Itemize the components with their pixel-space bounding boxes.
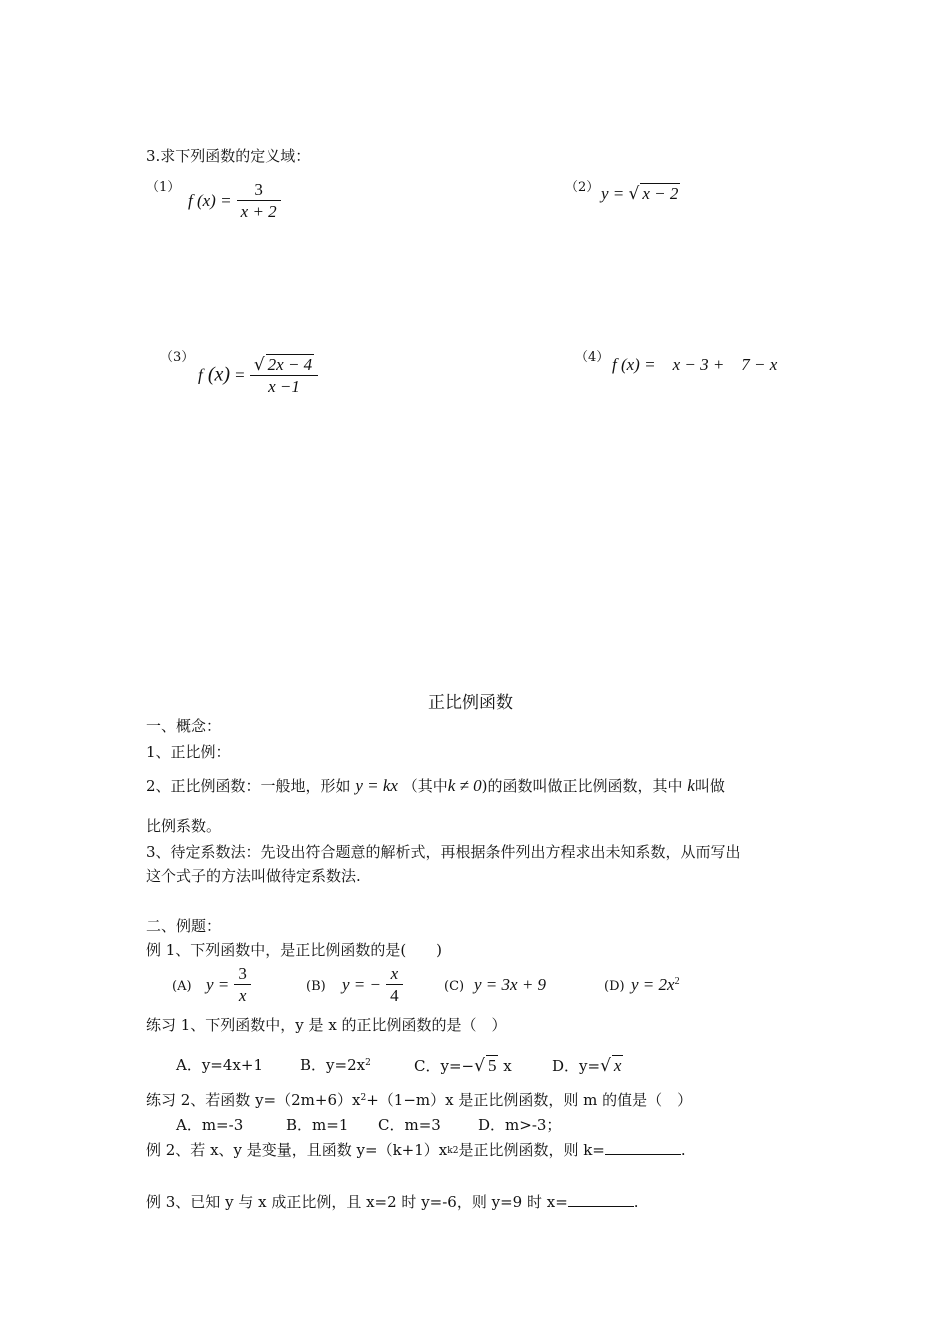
item3-radicand: 2x − 4 bbox=[267, 355, 313, 374]
item4-label: （4） bbox=[575, 350, 610, 365]
ex1-option-d-label: (D) bbox=[604, 979, 625, 994]
ex2-question bbox=[146, 1140, 686, 1163]
item3-x: (x) bbox=[207, 363, 231, 386]
practice1-option-b bbox=[300, 1055, 371, 1078]
concept-item2-text-a: 2、正比例函数：一般地，形如 bbox=[146, 777, 351, 795]
concept-item2 bbox=[146, 776, 725, 796]
practice2-q-a: 练习 2、若函数 y=（2m+6）x bbox=[146, 1091, 361, 1109]
ex2-answer-blank[interactable] bbox=[605, 1154, 681, 1155]
item1-denominator: x + 2 bbox=[240, 202, 277, 221]
ex1-a-num: 3 bbox=[234, 964, 251, 985]
section3-heading: 3.求下列函数的定义域： bbox=[146, 147, 311, 165]
practice2-option-c: C．m=3 bbox=[378, 1116, 441, 1134]
item3-eq: = bbox=[235, 365, 245, 385]
practice1-c-radicand: 5 bbox=[487, 1056, 497, 1075]
examples-heading: 二、例题： bbox=[146, 917, 222, 935]
ex3-q-a: 例 3、已知 y 与 x 成正比例，且 x=2 时 y=-6，则 y=9 时 x= bbox=[146, 1193, 568, 1211]
ex1-option-a bbox=[206, 964, 251, 1007]
ex3-question bbox=[146, 1192, 639, 1212]
concept-item3-line1: 3、待定系数法：先设出符合题意的解析式，再根据条件列出方程求出未知系数，从而写出 bbox=[146, 843, 741, 861]
concept-item2-formula: y = kx bbox=[355, 776, 398, 795]
practice2-option-d: D．m>-3； bbox=[478, 1116, 562, 1134]
item4-formula: f (x) = x − 3 + 7 − x bbox=[612, 355, 778, 374]
item2-formula bbox=[601, 183, 680, 204]
concept-item2-text-c: ) bbox=[481, 777, 488, 795]
practice1-option-a: A．y=4x+1 bbox=[176, 1056, 263, 1074]
item3-label: （3） bbox=[160, 350, 195, 365]
practice1-option-c bbox=[414, 1055, 512, 1076]
item2-label: （2） bbox=[565, 180, 600, 195]
concept-item2-condition: k ≠ 0 bbox=[447, 776, 482, 795]
ex3-answer-blank[interactable] bbox=[568, 1206, 634, 1207]
ex1-question: 例 1、下列函数中，是正比例函数的是( ) bbox=[146, 941, 443, 959]
item1-lhs: f (x) = bbox=[188, 191, 232, 210]
ex3-q-end: . bbox=[633, 1193, 639, 1211]
item2-lhs: y = bbox=[601, 184, 625, 203]
sqrt-icon: √ bbox=[474, 1056, 485, 1076]
ex2-q-end: . bbox=[680, 1141, 686, 1159]
practice2-option-b: B．m=1 bbox=[286, 1116, 349, 1134]
ex1-a-lhs: y = bbox=[206, 975, 230, 994]
item3-denominator: x −1 bbox=[268, 377, 300, 396]
practice1-d-pre: D．y= bbox=[552, 1057, 601, 1075]
concept-item2-text-e: 叫做 bbox=[694, 777, 725, 795]
practice1-question: 练习 1、下列函数中，y 是 x 的正比例函数的是（ ） bbox=[146, 1016, 507, 1034]
concept-item2-line2: 比例系数。 bbox=[146, 817, 222, 835]
section-title: 正比例函数 bbox=[428, 693, 513, 713]
item1-formula bbox=[188, 180, 281, 223]
ex1-option-b bbox=[342, 964, 403, 1007]
item3-f: f bbox=[198, 365, 203, 385]
ex1-option-d bbox=[631, 975, 680, 995]
item1-label: （1） bbox=[146, 180, 181, 195]
ex1-b-lhs: y = − bbox=[342, 975, 381, 994]
ex1-option-c: y = 3x + 9 bbox=[474, 975, 547, 994]
ex1-d-sup: 2 bbox=[674, 976, 680, 987]
practice1-c-pre: C．y=− bbox=[414, 1057, 475, 1075]
practice1-d-radicand: x bbox=[613, 1056, 622, 1075]
ex1-option-b-label: (B) bbox=[306, 979, 326, 994]
practice2-option-a: A．m=-3 bbox=[176, 1116, 244, 1134]
concept-item2-text-b: （其中 bbox=[402, 777, 448, 795]
concept-item2-k: k bbox=[687, 776, 695, 795]
ex1-a-den: x bbox=[238, 986, 247, 1005]
practice2-question bbox=[146, 1090, 692, 1113]
practice1-option-d bbox=[552, 1055, 623, 1076]
practice1-b-text: B．y=2x bbox=[300, 1056, 366, 1074]
practice1-c-post: x bbox=[503, 1057, 512, 1075]
practice2-q-sup: 2 bbox=[360, 1093, 367, 1103]
sqrt-icon: √ bbox=[600, 1056, 611, 1076]
item2-radicand: x − 2 bbox=[642, 184, 679, 203]
concept-item1: 1、正比例： bbox=[146, 743, 231, 761]
ex2-q-b: 是正比例函数，则 k= bbox=[458, 1141, 605, 1159]
concept-heading: 一、概念： bbox=[146, 717, 222, 735]
concept-item3-line2: 这个式子的方法叫做待定系数法. bbox=[146, 867, 361, 885]
item1-numerator: 3 bbox=[237, 180, 281, 201]
ex1-option-a-label: (A) bbox=[172, 979, 192, 994]
ex1-option-c-label: (C) bbox=[444, 979, 465, 994]
concept-item2-text-d: 的函数叫做正比例函数，其中 bbox=[487, 777, 683, 795]
ex1-b-num: x bbox=[386, 964, 403, 985]
ex2-q-a: 例 2、若 x、y 是变量，且函数 y=（k+1）x bbox=[146, 1141, 448, 1159]
ex2-q-sup: k2 bbox=[447, 1146, 459, 1156]
item3-formula bbox=[198, 354, 318, 398]
sqrt-icon: √ bbox=[628, 184, 640, 204]
practice1-b-sup: 2 bbox=[365, 1058, 371, 1068]
sqrt-icon: √ bbox=[253, 355, 265, 375]
ex1-b-den: 4 bbox=[390, 986, 399, 1005]
ex1-d-expr: y = 2x bbox=[631, 975, 675, 994]
practice2-q-b: +（1−m）x 是正比例函数，则 m 的值是（ ） bbox=[366, 1091, 693, 1109]
